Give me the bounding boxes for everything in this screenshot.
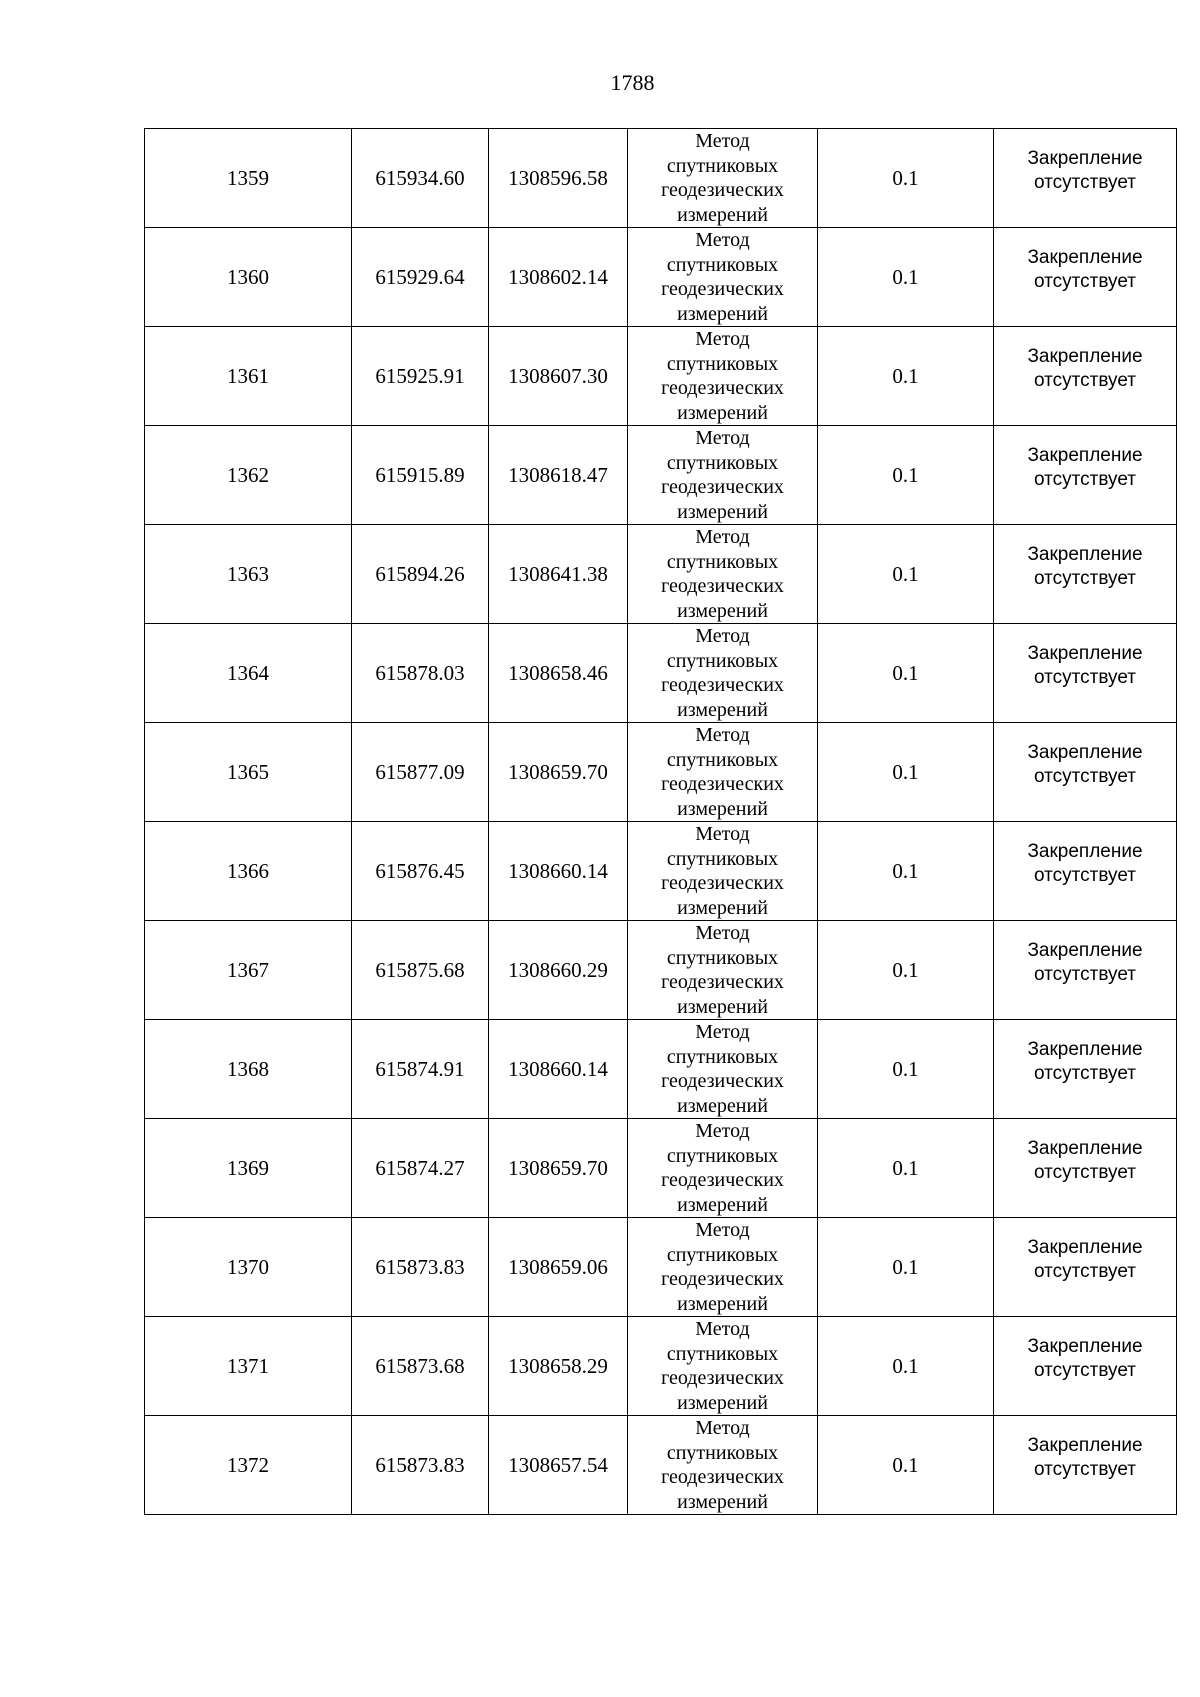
fixing-cell — [994, 129, 1177, 228]
method-line: геодезических — [661, 872, 784, 894]
fixing-line: Закрепление — [1027, 1138, 1143, 1159]
x-coordinate-cell: 615925.91 — [352, 327, 489, 426]
fixing-cell — [994, 1416, 1177, 1515]
point-number-cell: 1366 — [145, 822, 352, 921]
fixing-text — [994, 444, 1176, 492]
fixing-line: отсутствует — [1034, 1360, 1136, 1381]
method-line: измерений — [677, 599, 768, 622]
method-line: Метод — [695, 1318, 750, 1340]
method-line: спутниковых — [666, 1243, 779, 1266]
fixing-text — [994, 1335, 1176, 1383]
method-line: геодезических — [661, 1268, 784, 1290]
method-line: Метод — [695, 1021, 750, 1043]
method-line: спутниковых — [666, 1342, 779, 1365]
method-line: Метод — [695, 229, 750, 251]
fixing-line: отсутствует — [1034, 964, 1136, 985]
fixing-text — [994, 246, 1176, 294]
x-coordinate-cell: 615934.60 — [352, 129, 489, 228]
fixing-line: Закрепление — [1027, 148, 1143, 169]
fixing-text — [994, 1236, 1176, 1284]
fixing-cell — [994, 822, 1177, 921]
y-coordinate-cell: 1308596.58 — [489, 129, 628, 228]
method-line: спутниковых — [666, 847, 779, 870]
method-line: спутниковых — [666, 1144, 779, 1167]
method-line: измерений — [677, 1193, 768, 1216]
method-cell — [628, 624, 818, 723]
method-line: геодезических — [661, 278, 784, 300]
method-cell — [628, 1020, 818, 1119]
method-line: Метод — [695, 328, 750, 350]
method-line: Метод — [695, 130, 750, 152]
method-line: геодезических — [661, 971, 784, 993]
method-line: измерений — [677, 401, 768, 424]
fixing-cell — [994, 1020, 1177, 1119]
fixing-line: Закрепление — [1027, 742, 1143, 763]
fixing-line: отсутствует — [1034, 766, 1136, 787]
method-line: геодезических — [661, 773, 784, 795]
method-line: спутниковых — [666, 154, 779, 177]
accuracy-cell: 0.1 — [818, 1020, 994, 1119]
fixing-cell — [994, 228, 1177, 327]
accuracy-cell: 0.1 — [818, 129, 994, 228]
table-row — [145, 1317, 1177, 1416]
fixing-cell — [994, 1218, 1177, 1317]
method-line: геодезических — [661, 1466, 784, 1488]
point-number-cell: 1370 — [145, 1218, 352, 1317]
method-line: Метод — [695, 823, 750, 845]
method-line: измерений — [677, 1391, 768, 1414]
fixing-cell — [994, 327, 1177, 426]
fixing-line: отсутствует — [1034, 469, 1136, 490]
y-coordinate-cell: 1308618.47 — [489, 426, 628, 525]
method-line: Метод — [695, 1219, 750, 1241]
fixing-text — [994, 840, 1176, 888]
method-line: измерений — [677, 995, 768, 1018]
method-line: измерений — [677, 302, 768, 325]
table-row — [145, 525, 1177, 624]
y-coordinate-cell: 1308657.54 — [489, 1416, 628, 1515]
method-line: измерений — [677, 1490, 768, 1513]
fixing-line: отсутствует — [1034, 568, 1136, 589]
table-row — [145, 1020, 1177, 1119]
method-line: спутниковых — [666, 748, 779, 771]
fixing-cell — [994, 525, 1177, 624]
x-coordinate-cell: 615894.26 — [352, 525, 489, 624]
x-coordinate-cell: 615877.09 — [352, 723, 489, 822]
x-coordinate-cell: 615873.83 — [352, 1218, 489, 1317]
y-coordinate-cell: 1308659.06 — [489, 1218, 628, 1317]
fixing-text — [994, 147, 1176, 195]
method-line: спутниковых — [666, 1045, 779, 1068]
y-coordinate-cell: 1308660.29 — [489, 921, 628, 1020]
y-coordinate-cell: 1308659.70 — [489, 1119, 628, 1218]
method-line: геодезических — [661, 1367, 784, 1389]
fixing-text — [994, 1434, 1176, 1482]
fixing-cell — [994, 624, 1177, 723]
method-line: геодезических — [661, 179, 784, 201]
fixing-line: отсутствует — [1034, 667, 1136, 688]
method-line: Метод — [695, 526, 750, 548]
fixing-text — [994, 345, 1176, 393]
table-row — [145, 327, 1177, 426]
fixing-line: Закрепление — [1027, 1336, 1143, 1357]
method-cell — [628, 525, 818, 624]
table-row — [145, 624, 1177, 723]
x-coordinate-cell: 615873.68 — [352, 1317, 489, 1416]
fixing-line: Закрепление — [1027, 940, 1143, 961]
y-coordinate-cell: 1308658.46 — [489, 624, 628, 723]
fixing-line: отсутствует — [1034, 172, 1136, 193]
method-cell — [628, 327, 818, 426]
fixing-text — [994, 741, 1176, 789]
page-number: 1788 — [610, 70, 655, 95]
x-coordinate-cell: 615878.03 — [352, 624, 489, 723]
y-coordinate-cell: 1308659.70 — [489, 723, 628, 822]
fixing-line: отсутствует — [1034, 1459, 1136, 1480]
fixing-cell — [994, 921, 1177, 1020]
fixing-cell — [994, 426, 1177, 525]
fixing-line: Закрепление — [1027, 346, 1143, 367]
y-coordinate-cell: 1308658.29 — [489, 1317, 628, 1416]
y-coordinate-cell: 1308660.14 — [489, 1020, 628, 1119]
method-line: геодезических — [661, 476, 784, 498]
fixing-text — [994, 1038, 1176, 1086]
fixing-line: Закрепление — [1027, 841, 1143, 862]
table-row — [145, 426, 1177, 525]
point-number-cell: 1361 — [145, 327, 352, 426]
accuracy-cell: 0.1 — [818, 822, 994, 921]
method-line: Метод — [695, 625, 750, 647]
accuracy-cell: 0.1 — [818, 921, 994, 1020]
fixing-line: отсутствует — [1034, 1261, 1136, 1282]
method-line: спутниковых — [666, 451, 779, 474]
x-coordinate-cell: 615874.91 — [352, 1020, 489, 1119]
y-coordinate-cell: 1308641.38 — [489, 525, 628, 624]
method-line: измерений — [677, 500, 768, 523]
method-line: Метод — [695, 1120, 750, 1142]
method-line: спутниковых — [666, 352, 779, 375]
point-number-cell: 1362 — [145, 426, 352, 525]
method-line: геодезических — [661, 674, 784, 696]
fixing-line: отсутствует — [1034, 1063, 1136, 1084]
point-number-cell: 1368 — [145, 1020, 352, 1119]
method-line: измерений — [677, 203, 768, 226]
fixing-text — [994, 939, 1176, 987]
method-cell — [628, 129, 818, 228]
coordinates-table — [144, 128, 1177, 1515]
x-coordinate-cell: 615929.64 — [352, 228, 489, 327]
method-line: геодезических — [661, 1169, 784, 1191]
fixing-line: отсутствует — [1034, 865, 1136, 886]
method-line: спутниковых — [666, 649, 779, 672]
point-number-cell: 1371 — [145, 1317, 352, 1416]
accuracy-cell: 0.1 — [818, 1317, 994, 1416]
point-number-cell: 1367 — [145, 921, 352, 1020]
method-line: измерений — [677, 797, 768, 820]
fixing-cell — [994, 1317, 1177, 1416]
table-row — [145, 228, 1177, 327]
method-line: Метод — [695, 724, 750, 746]
method-line: геодезических — [661, 377, 784, 399]
method-cell — [628, 1416, 818, 1515]
table-row — [145, 1119, 1177, 1218]
method-line: геодезических — [661, 575, 784, 597]
table-row — [145, 1416, 1177, 1515]
y-coordinate-cell: 1308607.30 — [489, 327, 628, 426]
x-coordinate-cell: 615873.83 — [352, 1416, 489, 1515]
accuracy-cell: 0.1 — [818, 327, 994, 426]
method-line: Метод — [695, 922, 750, 944]
point-number-cell: 1359 — [145, 129, 352, 228]
method-cell — [628, 1119, 818, 1218]
accuracy-cell: 0.1 — [818, 1416, 994, 1515]
method-line: измерений — [677, 1094, 768, 1117]
fixing-line: Закрепление — [1027, 1435, 1143, 1456]
x-coordinate-cell: 615874.27 — [352, 1119, 489, 1218]
fixing-cell — [994, 723, 1177, 822]
point-number-cell: 1372 — [145, 1416, 352, 1515]
table-row — [145, 723, 1177, 822]
fixing-text — [994, 642, 1176, 690]
method-cell — [628, 228, 818, 327]
method-line: Метод — [695, 427, 750, 449]
point-number-cell: 1360 — [145, 228, 352, 327]
method-line: измерений — [677, 1292, 768, 1315]
accuracy-cell: 0.1 — [818, 525, 994, 624]
table-row — [145, 1218, 1177, 1317]
fixing-cell — [994, 1119, 1177, 1218]
method-cell — [628, 1218, 818, 1317]
table-row — [145, 129, 1177, 228]
accuracy-cell: 0.1 — [818, 228, 994, 327]
fixing-line: Закрепление — [1027, 544, 1143, 565]
x-coordinate-cell: 615875.68 — [352, 921, 489, 1020]
fixing-text — [994, 1137, 1176, 1185]
fixing-line: отсутствует — [1034, 370, 1136, 391]
method-line: измерений — [677, 896, 768, 919]
fixing-line: Закрепление — [1027, 1039, 1143, 1060]
fixing-line: Закрепление — [1027, 1237, 1143, 1258]
accuracy-cell: 0.1 — [818, 1218, 994, 1317]
point-number-cell: 1365 — [145, 723, 352, 822]
method-line: спутниковых — [666, 946, 779, 969]
method-line: спутниковых — [666, 550, 779, 573]
accuracy-cell: 0.1 — [818, 426, 994, 525]
table-row — [145, 921, 1177, 1020]
method-line: измерений — [677, 698, 768, 721]
point-number-cell: 1369 — [145, 1119, 352, 1218]
method-cell — [628, 1317, 818, 1416]
accuracy-cell: 0.1 — [818, 1119, 994, 1218]
table-row — [145, 822, 1177, 921]
x-coordinate-cell: 615915.89 — [352, 426, 489, 525]
coordinates-table-body — [145, 129, 1177, 1515]
fixing-line: Закрепление — [1027, 247, 1143, 268]
x-coordinate-cell: 615876.45 — [352, 822, 489, 921]
fixing-line: отсутствует — [1034, 271, 1136, 292]
method-line: спутниковых — [666, 253, 779, 276]
method-line: Метод — [695, 1417, 750, 1439]
fixing-line: Закрепление — [1027, 643, 1143, 664]
method-cell — [628, 822, 818, 921]
method-line: спутниковых — [666, 1441, 779, 1464]
y-coordinate-cell: 1308660.14 — [489, 822, 628, 921]
point-number-cell: 1364 — [145, 624, 352, 723]
method-line: геодезических — [661, 1070, 784, 1092]
method-cell — [628, 426, 818, 525]
accuracy-cell: 0.1 — [818, 723, 994, 822]
accuracy-cell: 0.1 — [818, 624, 994, 723]
method-cell — [628, 723, 818, 822]
fixing-line: Закрепление — [1027, 445, 1143, 466]
fixing-text — [994, 543, 1176, 591]
fixing-line: отсутствует — [1034, 1162, 1136, 1183]
y-coordinate-cell: 1308602.14 — [489, 228, 628, 327]
point-number-cell: 1363 — [145, 525, 352, 624]
method-cell — [628, 921, 818, 1020]
